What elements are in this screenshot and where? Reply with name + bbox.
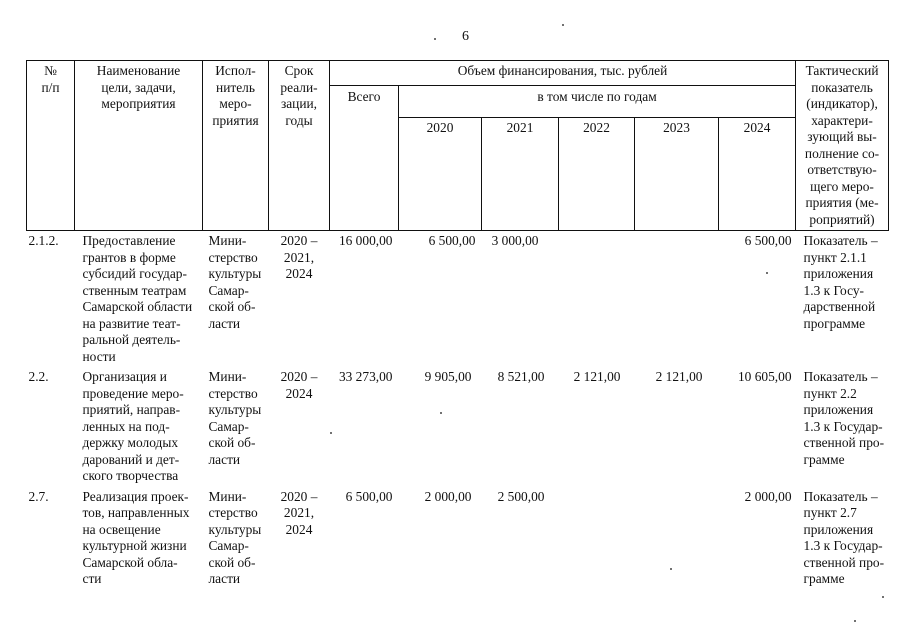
row-2020: 6 500,00	[428, 233, 476, 248]
table-row	[27, 367, 889, 487]
row-period: 2020 – 2021, 2024	[280, 488, 318, 537]
header-year-2020: 2020	[399, 118, 482, 231]
row-2023	[635, 487, 719, 590]
row-executor: Мини- стерство культуры Самар- ской об- ласти	[208, 488, 262, 586]
scan-speck	[562, 24, 564, 26]
header-name: Наименование цели, задачи, мероприятия	[75, 61, 203, 231]
row-num: 2.7.	[28, 488, 49, 504]
row-2024: 10 605,00	[737, 369, 792, 384]
row-name: Организация и проведение меро- приятий, направ- ленных на под- держку молодых дарований и дет- ского творчества	[82, 369, 184, 483]
row-executor: Мини- стерство культуры Самар- ской об- ласти	[208, 369, 262, 467]
row-2022: 2 121,00	[573, 369, 621, 384]
scan-speck	[434, 38, 436, 40]
header-period: Срок реали- зации, годы	[269, 61, 330, 231]
row-indicator: Показатель – пункт 2.1.1 приложения 1.3 к Госу- дарственной программе	[803, 233, 878, 331]
row-name: Предоставление грантов в форме субсидий государ- ственным театрам Самарской области на развитие теат- ральной деятель- ности	[82, 233, 193, 364]
row-2021: 3 000,00	[491, 233, 539, 248]
scan-speck	[882, 596, 884, 598]
header-executor: Испол- нитель меро- приятия	[203, 61, 269, 231]
row-indicator: Показатель – пункт 2.2 приложения 1.3 к Государ- ственной про- грамме	[803, 369, 885, 467]
row-total: 6 500,00	[345, 488, 393, 504]
row-2023: 2 121,00	[655, 369, 703, 384]
row-2021: 8 521,00	[497, 369, 545, 384]
row-indicator: Показатель – пункт 2.7 приложения 1.3 к Государ- ственной про- грамме	[803, 488, 885, 586]
row-executor: Мини- стерство культуры Самар- ской об- ласти	[208, 233, 262, 331]
program-table	[26, 60, 889, 590]
header-by-years: в том числе по годам	[399, 86, 796, 118]
row-period: 2020 – 2024	[280, 369, 318, 401]
header-year-2023: 2023	[635, 118, 719, 231]
row-num: 2.2.	[28, 369, 49, 384]
header-year-2022: 2022	[559, 118, 635, 231]
row-2022	[559, 487, 635, 590]
row-2020: 2 000,00	[424, 488, 472, 504]
header-total: Всего	[330, 86, 399, 231]
row-2024: 2 000,00	[744, 488, 792, 504]
row-total: 33 273,00	[338, 369, 393, 384]
page-number: 6	[462, 29, 469, 44]
row-num: 2.1.2.	[28, 233, 59, 248]
header-year-2024: 2024	[719, 118, 796, 231]
header-indicator: Тактический показатель (индикатор), характери- зующий вы- полнение со- ответствую- щего меро- приятия (ме- роприятий)	[796, 61, 889, 231]
row-2020: 9 905,00	[424, 369, 472, 384]
header-year-2021: 2021	[482, 118, 559, 231]
header-funding: Объем финансирования, тыс. рублей	[330, 61, 796, 86]
row-name: Реализация проек- тов, направленных на освещение культурной жизни Самарской обла- сти	[82, 488, 190, 586]
scan-speck	[854, 620, 856, 622]
header-num: № п/п	[27, 61, 75, 231]
row-2023	[635, 231, 719, 368]
row-period: 2020 – 2021, 2024	[280, 233, 318, 281]
row-total: 16 000,00	[338, 233, 393, 248]
table-row	[27, 231, 889, 368]
row-2022	[559, 231, 635, 368]
row-2021: 2 500,00	[497, 488, 545, 504]
row-2024: 6 500,00	[744, 233, 792, 248]
table-row	[27, 487, 889, 590]
